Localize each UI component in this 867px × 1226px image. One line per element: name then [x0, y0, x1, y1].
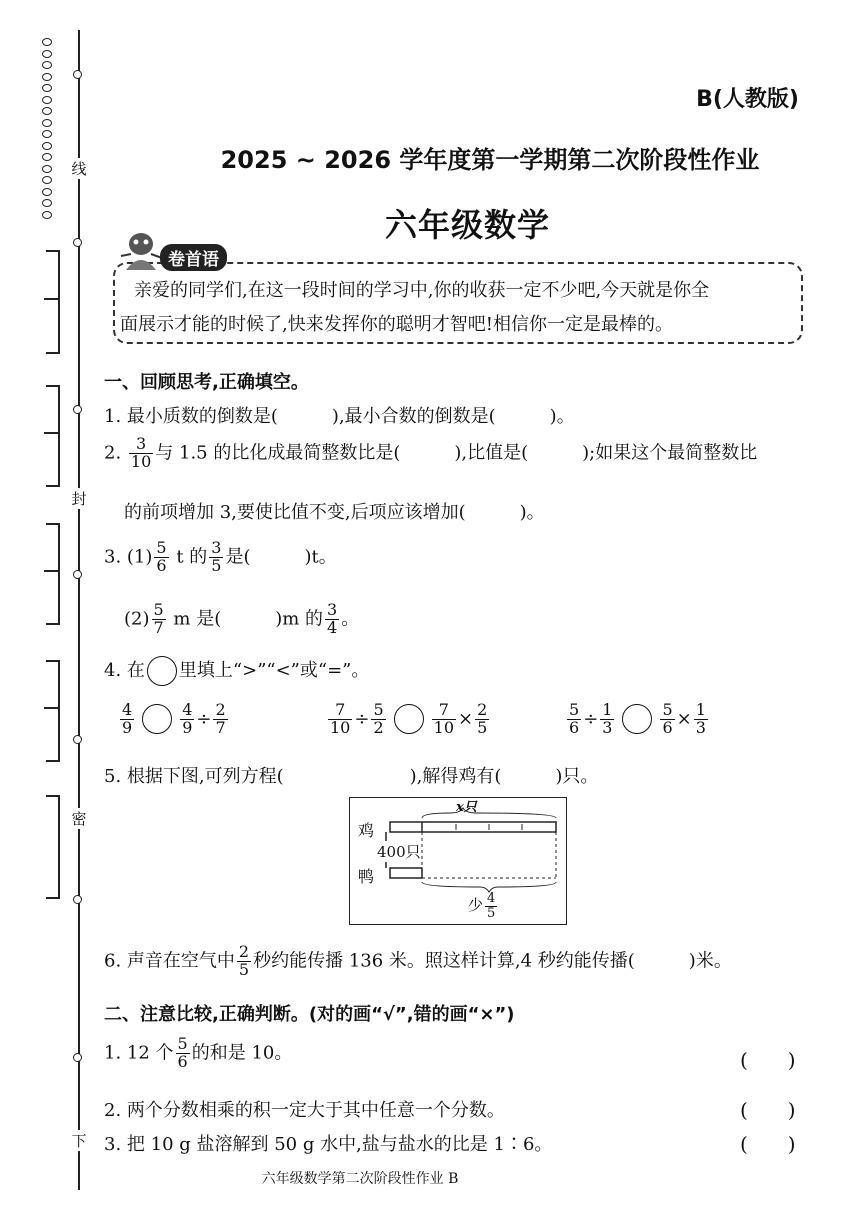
q6-text: 秒约能传播 136 米。照这样计算,4 秒约能传播( )米。	[253, 950, 732, 972]
compare-circle[interactable]	[142, 704, 172, 734]
numerator: 1	[695, 700, 706, 719]
numerator: 5	[177, 1034, 188, 1053]
fraction	[209, 540, 223, 575]
q3-sub-number: (2)	[124, 608, 150, 630]
binding-ring	[42, 176, 52, 184]
denominator: 6	[662, 717, 673, 737]
bracket-tick	[44, 570, 58, 572]
operator: ÷	[354, 708, 370, 730]
name-field-bracket	[46, 250, 60, 354]
numerator: 2	[477, 700, 488, 719]
numerator: 4	[182, 700, 193, 719]
binding-ring	[42, 96, 52, 104]
numerator: 4	[487, 891, 496, 906]
fraction	[129, 436, 153, 471]
denominator: 10	[433, 717, 454, 737]
numerator: 5	[373, 700, 384, 719]
denominator: 5	[211, 555, 222, 575]
denominator: 3	[695, 717, 706, 737]
line-diagram	[349, 797, 567, 925]
name-field-bracket	[46, 660, 60, 762]
judge-question-2: 2. 两个分数相乘的积一定大于其中任意一个分数。	[104, 1100, 505, 1121]
denominator: 5	[238, 959, 250, 979]
diagram-top-label: x只	[456, 800, 477, 815]
operator: ×	[676, 708, 692, 730]
binding-ring	[42, 119, 52, 127]
edition-label: B(人教版)	[696, 87, 799, 112]
binding-ring	[42, 61, 52, 69]
question-1-4	[104, 656, 369, 686]
mascot-icon	[116, 226, 166, 274]
binding-ring	[42, 38, 52, 46]
denominator: 10	[330, 717, 351, 737]
denominator: 10	[130, 451, 152, 471]
margin-char-feng: 封	[71, 490, 87, 508]
numerator: 3	[211, 538, 222, 557]
q3-text: 是( )t。	[225, 546, 337, 568]
q3-text: t 的	[170, 546, 208, 568]
binding-dot	[73, 735, 82, 744]
judge-question-3: 3. 把 10 g 盐溶解到 50 g 水中,盐与盐水的比是 1∶6。	[104, 1134, 553, 1155]
numerator: 5	[569, 700, 580, 719]
compare-circle[interactable]	[394, 704, 424, 734]
binding-ring	[42, 130, 52, 138]
denominator: 2	[373, 717, 384, 737]
comparison-1	[118, 702, 230, 737]
bracket-tick	[44, 432, 58, 434]
question-1-2-line2: 的前项增加 3,要使比值不变,后项应该增加( )。	[124, 502, 545, 523]
binding-ring	[42, 73, 52, 81]
q6-text: 6. 声音在空气中	[104, 950, 235, 972]
operator: ÷	[583, 708, 599, 730]
binding-dot	[73, 405, 82, 414]
question-1-5: 5. 根据下图,可列方程( ),解得鸡有( )只。	[104, 766, 599, 787]
preface-label: 卷首语	[160, 244, 227, 271]
operator: ÷	[196, 708, 212, 730]
bracket-tick	[44, 707, 58, 709]
denominator: 9	[182, 717, 193, 737]
numerator: 7	[328, 702, 352, 720]
margin-char-xia: 下	[71, 1132, 87, 1150]
bracket-tick	[44, 298, 58, 300]
name-field-bracket	[46, 795, 60, 899]
name-field-bracket	[46, 385, 60, 487]
judge-text: 1. 12 个	[104, 1042, 174, 1064]
subject-title: 六年级数学	[384, 206, 550, 244]
less-text: 少	[468, 896, 484, 915]
question-1-6	[104, 944, 732, 979]
margin-char-xian: 线	[71, 160, 87, 178]
judge-text: 的和是 10。	[191, 1042, 293, 1064]
section1-heading: 一、回顾思考,正确填空。	[104, 372, 309, 393]
section2-heading: 二、注意比较,正确判断。(对的画“√”,错的画“×”)	[104, 1004, 515, 1025]
margin-char-mi: 密	[71, 810, 87, 828]
denominator: 6	[156, 555, 167, 575]
page-footer: 六年级数学第二次阶段性作业 B	[261, 1171, 459, 1187]
exam-title: 2025 ~ 2026 学年度第一学期第二次阶段性作业	[220, 146, 760, 174]
diagram-less-label	[468, 892, 499, 920]
q4-text: 里填上“>”“<”或“=”。	[178, 660, 370, 681]
compare-circle[interactable]	[147, 656, 177, 686]
q3-text: m 是( )m 的	[167, 608, 324, 630]
answer-paren-2[interactable]: ( )	[740, 1098, 796, 1122]
binding-ring	[42, 188, 52, 196]
binding-ring	[42, 107, 52, 115]
q2-text: 与 1.5 的比化成最简整数比是( ),比值是( );如果这个最简整数比	[155, 442, 758, 464]
question-1-3-1	[104, 540, 337, 575]
numerator: 2	[215, 700, 226, 719]
numerator: 2	[238, 942, 250, 961]
name-field-bracket	[46, 523, 60, 625]
numerator: 3	[327, 600, 338, 619]
compare-circle[interactable]	[622, 704, 652, 734]
q4-text: 4. 在	[104, 660, 145, 681]
denominator: 6	[177, 1051, 188, 1071]
question-1-2	[104, 436, 757, 471]
fraction	[325, 602, 339, 637]
numerator: 5	[662, 700, 673, 719]
binding-ring	[42, 84, 52, 92]
binding-dot	[73, 1053, 82, 1062]
diagram-chicken-label: 鸡	[358, 821, 375, 840]
answer-paren-3[interactable]: ( )	[740, 1132, 796, 1156]
preface-line-1: 亲爱的同学们,在这一段时间的学习中,你的收获一定不少吧,今天就是你全	[134, 280, 710, 301]
preface-line-2: 面展示才能的时候了,快来发挥你的聪明才智吧!相信你一定是最棒的。	[120, 314, 673, 335]
binding-ring	[42, 50, 52, 58]
q3-text: 。	[341, 608, 360, 630]
question-1-1: 1. 最小质数的倒数是( ),最小合数的倒数是( )。	[104, 406, 575, 427]
diagram-duck-label: 鸭	[358, 867, 375, 886]
judge-question-1	[104, 1036, 292, 1071]
answer-paren-1[interactable]: ( )	[740, 1048, 796, 1072]
denominator: 7	[153, 617, 164, 637]
numerator: 5	[153, 600, 164, 619]
denominator: 5	[477, 717, 488, 737]
q2-number: 2.	[104, 442, 122, 464]
denominator: 4	[327, 617, 338, 637]
denominator: 7	[215, 717, 226, 737]
comparison-3	[565, 702, 710, 737]
operator: ×	[458, 708, 474, 730]
fraction	[152, 602, 166, 637]
diagram-diff-label: 400只	[377, 843, 421, 861]
denominator: 6	[569, 717, 580, 737]
q3-number: 3. (1)	[104, 546, 153, 568]
binding-dot	[73, 70, 82, 79]
numerator: 4	[122, 700, 133, 719]
denominator: 5	[487, 905, 496, 921]
denominator: 3	[602, 717, 613, 737]
binding-dot	[73, 570, 82, 579]
fraction	[154, 540, 168, 575]
comparison-2	[326, 702, 491, 737]
binding-dot	[73, 895, 82, 904]
numerator: 3	[129, 436, 153, 454]
numerator: 7	[432, 702, 456, 720]
numerator: 1	[602, 700, 613, 719]
numerator: 5	[156, 538, 167, 557]
denominator: 9	[122, 717, 133, 737]
question-1-3-2	[124, 602, 359, 637]
